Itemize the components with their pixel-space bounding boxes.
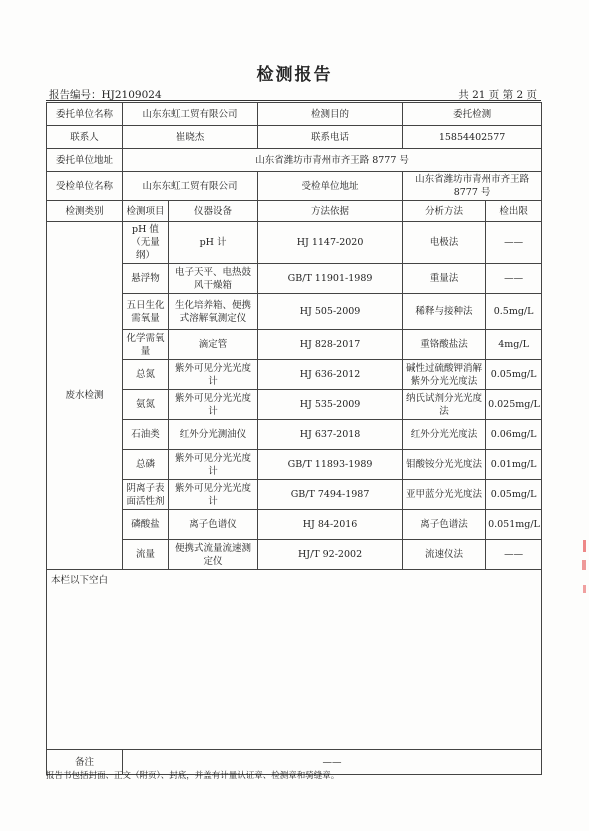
limit-cell: 4mg/L: [486, 330, 542, 360]
analysis-cell: 稀释与接种法: [403, 294, 486, 330]
method-cell: HJ/T 92-2002: [258, 540, 403, 570]
limit-cell: 0.05mg/L: [486, 480, 542, 510]
inspected-value: 山东东虹工贸有限公司: [123, 172, 258, 201]
purpose-value: 委托检测: [403, 103, 542, 126]
instrument-cell: pH 计: [169, 222, 258, 264]
instrument-cell: 离子色谱仪: [169, 510, 258, 540]
info-row-client-address: [47, 149, 542, 172]
client-address-value: 山东省潍坊市青州市齐王路 8777 号: [123, 149, 542, 172]
inspected-address-label: 受检单位地址: [258, 172, 403, 201]
method-cell: GB/T 11893-1989: [258, 450, 403, 480]
method-cell: HJ 828-2017: [258, 330, 403, 360]
phone-value: 15854402577: [403, 126, 542, 149]
limit-cell: 0.025mg/L: [486, 390, 542, 420]
item-cell: 总磷: [123, 450, 169, 480]
instrument-cell: 紫外可见分光光度计: [169, 360, 258, 390]
client-label: 委托单位名称: [47, 103, 123, 126]
info-row-inspected: [47, 172, 542, 201]
header-rule: [46, 100, 541, 101]
method-cell: HJ 535-2009: [258, 390, 403, 420]
limit-cell: 0.5mg/L: [486, 294, 542, 330]
instrument-cell: 紫外可见分光光度计: [169, 450, 258, 480]
analysis-cell: 离子色谱法: [403, 510, 486, 540]
header-item: 检测项目: [123, 201, 169, 222]
analysis-cell: 纳氏试剂分光光度法: [403, 390, 486, 420]
seal-stamp-edge: [581, 540, 587, 630]
client-value: 山东东虹工贸有限公司: [123, 103, 258, 126]
item-cell: 石油类: [123, 420, 169, 450]
blank-row: [47, 570, 542, 750]
method-cell: GB/T 7494-1987: [258, 480, 403, 510]
contact-label: 联系人: [47, 126, 123, 149]
item-cell: 总氮: [123, 360, 169, 390]
remarks-label: 备注: [47, 750, 123, 775]
instrument-cell: 便携式流量流速测定仪: [169, 540, 258, 570]
client-address-label: 委托单位地址: [47, 149, 123, 172]
info-row-contact: [47, 126, 542, 149]
header-category: 检测类别: [47, 201, 123, 222]
item-cell: 氨氮: [123, 390, 169, 420]
item-cell: 磷酸盐: [123, 510, 169, 540]
method-cell: HJ 505-2009: [258, 294, 403, 330]
info-row-client: [47, 103, 542, 126]
analysis-cell: 流速仪法: [403, 540, 486, 570]
limit-cell: ——: [486, 540, 542, 570]
remarks-value: ——: [123, 750, 542, 775]
item-cell: 悬浮物: [123, 264, 169, 294]
item-cell: pH 值 （无量纲）: [123, 222, 169, 264]
table-header-row: [47, 201, 542, 222]
instrument-cell: 紫外可见分光光度计: [169, 390, 258, 420]
contact-value: 崔晓杰: [123, 126, 258, 149]
item-cell: 流量: [123, 540, 169, 570]
item-cell: 五日生化需氧量: [123, 294, 169, 330]
inspected-label: 受检单位名称: [47, 172, 123, 201]
method-cell: GB/T 11901-1989: [258, 264, 403, 294]
table-row: [47, 222, 542, 264]
limit-cell: 0.01mg/L: [486, 450, 542, 480]
instrument-cell: 红外分光测油仪: [169, 420, 258, 450]
inspected-address-value: 山东省潍坊市青州市齐王路 8777 号: [403, 172, 542, 201]
method-cell: HJ 636-2012: [258, 360, 403, 390]
analysis-cell: 红外分光光度法: [403, 420, 486, 450]
blank-note: 本栏以下空白: [47, 570, 542, 750]
limit-cell: 0.051mg/L: [486, 510, 542, 540]
instrument-cell: 生化培养箱、便携式溶解氧测定仪: [169, 294, 258, 330]
report-title: 检测报告: [256, 65, 333, 85]
phone-label: 联系电话: [258, 126, 403, 149]
header-instrument: 仪器设备: [169, 201, 258, 222]
item-cell: 阴离子表面活性剂: [123, 480, 169, 510]
header-method: 方法依据: [258, 201, 403, 222]
page-info: 共 21 页 第 2 页: [458, 89, 537, 101]
analysis-cell: 亚甲蓝分光光度法: [403, 480, 486, 510]
report-table: [46, 102, 542, 775]
analysis-cell: 重量法: [403, 264, 486, 294]
analysis-cell: 碱性过硫酸钾消解紫外分光光度法: [403, 360, 486, 390]
method-cell: HJ 1147-2020: [258, 222, 403, 264]
analysis-cell: 电极法: [403, 222, 486, 264]
limit-cell: 0.05mg/L: [486, 360, 542, 390]
instrument-cell: 电子天平、电热鼓风干燥箱: [169, 264, 258, 294]
analysis-cell: 重铬酸盐法: [403, 330, 486, 360]
method-cell: HJ 84-2016: [258, 510, 403, 540]
footer-note: 报告书包括封面、正文（附页）、封底，并盖有计量认证章、检测章和骑缝章。: [46, 771, 340, 781]
category-cell: 废水检测: [47, 222, 123, 570]
purpose-label: 检测目的: [258, 103, 403, 126]
item-cell: 化学需氧量: [123, 330, 169, 360]
header-limit: 检出限: [486, 201, 542, 222]
limit-cell: ——: [486, 264, 542, 294]
limit-cell: ——: [486, 222, 542, 264]
header-analysis: 分析方法: [403, 201, 486, 222]
instrument-cell: 紫外可见分光光度计: [169, 480, 258, 510]
limit-cell: 0.06mg/L: [486, 420, 542, 450]
report-number: 报告编号：HJ2109024: [49, 89, 162, 101]
analysis-cell: 钼酸铵分光光度法: [403, 450, 486, 480]
instrument-cell: 滴定管: [169, 330, 258, 360]
method-cell: HJ 637-2018: [258, 420, 403, 450]
